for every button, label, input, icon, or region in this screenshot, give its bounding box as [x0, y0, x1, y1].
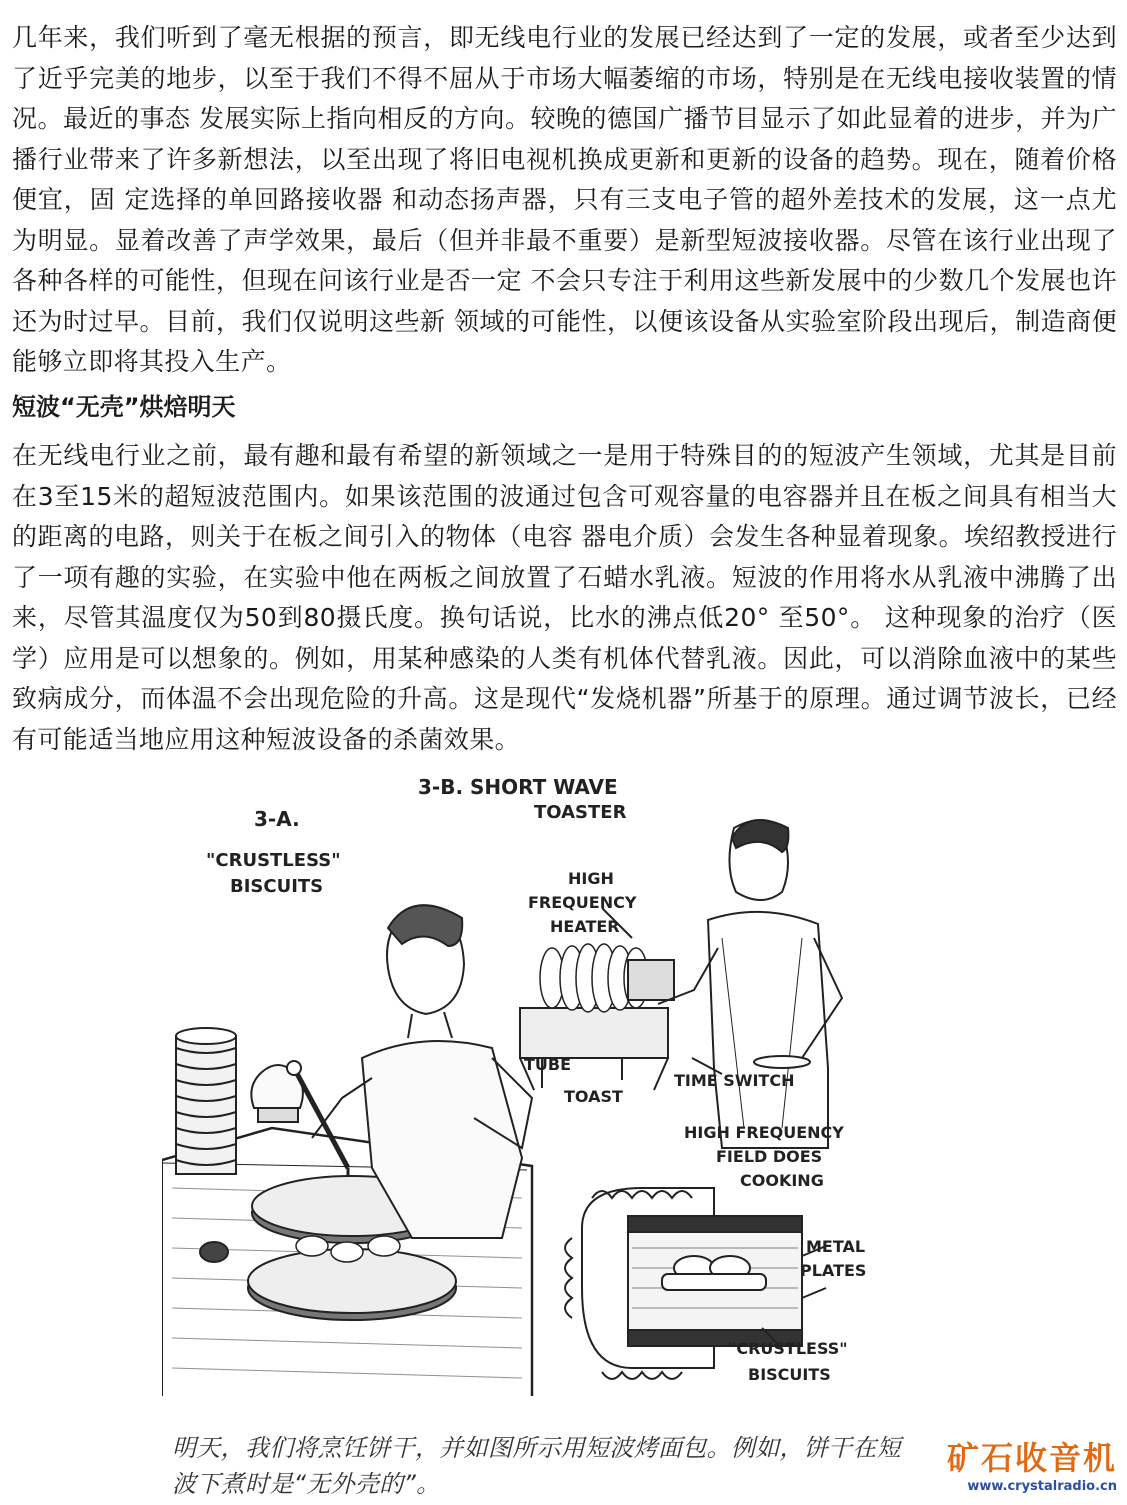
label-field-3: COOKING [740, 1171, 824, 1190]
label-biscuits-1: "CRUSTLESS" [728, 1339, 848, 1358]
label-3b-title-1: 3-B. SHORT WAVE [418, 775, 618, 799]
figure-caption: 明天，我们将烹饪饼干，并如图所示用短波烤面包。例如，饼干在短波下煮时是“无外壳的”。 [172, 1434, 901, 1498]
label-3b-title-2: TOASTER [534, 802, 627, 823]
label-3a-title-2: BISCUITS [230, 876, 324, 897]
label-3a-title-1: "CRUSTLESS" [206, 850, 341, 871]
label-plates-1: METAL [806, 1237, 866, 1256]
watermark-name: 矿石收音机 [946, 1439, 1117, 1477]
illustration-svg [162, 768, 882, 1396]
label-toast: TOAST [564, 1087, 623, 1106]
section-heading: 短波“无壳”烘焙明天 [12, 393, 236, 421]
label-tube: TUBE [524, 1055, 572, 1074]
label-biscuits-2: BISCUITS [748, 1365, 831, 1384]
label-field-2: FIELD DOES [716, 1147, 823, 1166]
label-heater-2: FREQUENCY [528, 893, 637, 912]
body-paragraph: 在无线电行业之前，最有趣和最有希望的新领域之一是用于特殊目的的短波产生领域，尤其是目前在3至15米的超短波范围内。如果该范围的波通过包含可观容量的电容器并且在板之间具有相当大的距离的电路，则关于在板之间引入的物体（电容 器电介质）会发生各种显着现象。埃绍教授进行了一项有趣的实验，在实验中他在两板之间放置了石蜡水乳液。短波的作用将水从乳液中沸腾了出来，尽管其温度仅为50到80摄氏度。换句话说，比水的沸点低20° 至50°。 这种现象的治疗（医学）应用是可以想象的。例如，用某种感染的人类有机体代替乳液。因此，可以消除血液中的某些致病成分，而体温不会出现危险的升高。这是现代“发烧机器”所基于的原理。通过调节波长，已经有可能适当地应用这种短波设备的杀菌效果。 [12, 441, 1117, 754]
watermark-url: www.crystalradio.cn [967, 1479, 1117, 1494]
label-heater-1: HIGH [568, 869, 614, 888]
label-3a-number: 3-A. [254, 807, 300, 831]
label-heater-3: HEATER [550, 917, 620, 936]
intro-paragraph: 几年来，我们听到了毫无根据的预言，即无线电行业的发展已经达到了一定的发展，或者至少达到了近乎完美的地步，以至于我们不得不屈从于市场大幅萎缩的市场，特别是在无线电接收装置的情况。最近的事态 发展实际上指向相反的方向。较晚的德国广播节目显示了如此显着的进步，并为广播行业带来了许多新想法，以至出现了将旧电视机换成更新和更新的设备的趋势。现在，随着价格便宜，固 定选择的单回路接收器 和动态扬声器，只有三支电子管的超外差技术的发展，这一点尤为明显。显着改善了声学效果，最后（但并非最不重要）是新型短波接收器。尽管在该行业出现了各种各样的可能性，但现在问该行业是否一定 不会只专注于利用这些新发展中的少数几个发展也许还为时过早。目前，我们仅说明这些新 领域的可能性，以便该设备从实验室阶段出现后，制造商便能够立即将其投入生产。 [12, 23, 1117, 376]
label-plates-2: PLATES [800, 1261, 867, 1280]
illustration-figure [162, 768, 882, 1396]
label-field-1: HIGH FREQUENCY [684, 1123, 844, 1142]
site-watermark [947, 1438, 1117, 1496]
label-time-switch: TIME SWITCH [674, 1071, 795, 1090]
